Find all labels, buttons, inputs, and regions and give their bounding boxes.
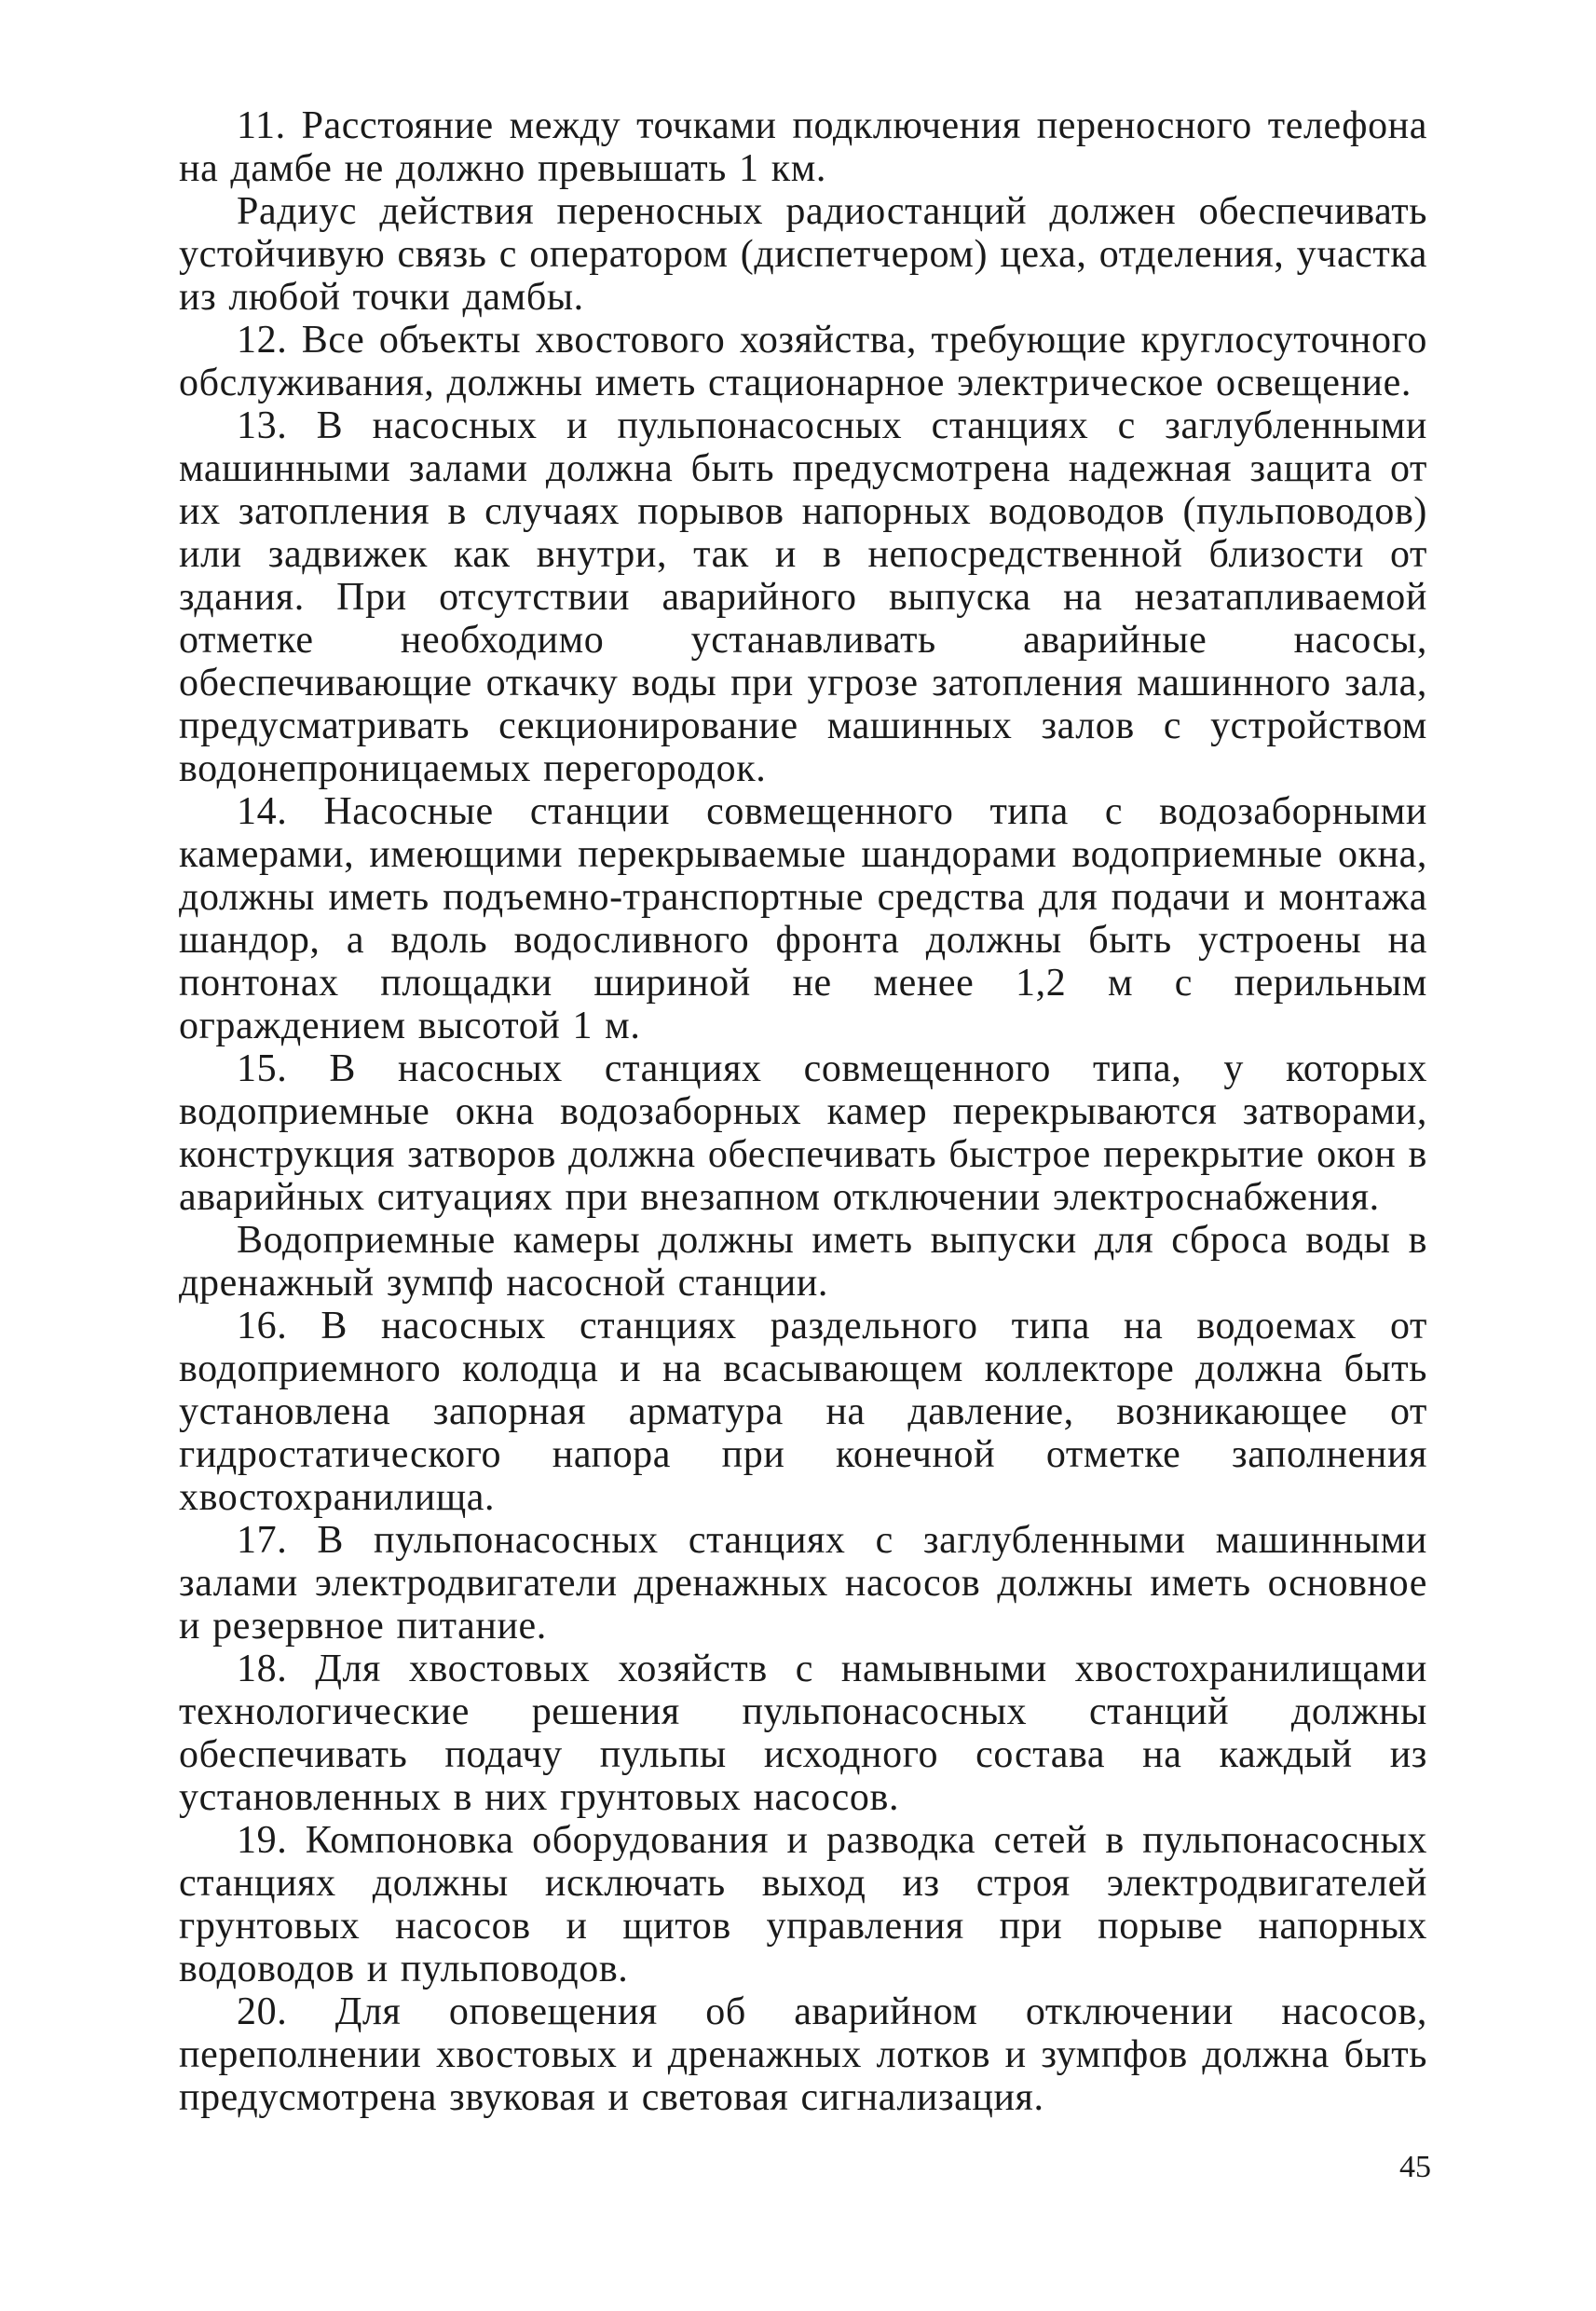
- page-body: [179, 104, 1427, 2119]
- paragraph-item-14: 14. Насосные станции совмещенного типа с водозаборными камерами, имеющими перекрываемые шандорами водоприемные окна, должны иметь подъемно-транспортные средства для подачи и монтажа шандор, а вдоль водосливного фронта должны быть устроены на понтонах площадки шириной не менее 1,2 м с перильным ограждением высотой 1 м.: [179, 790, 1427, 1047]
- page-number: 45: [1399, 2150, 1431, 2184]
- paragraph-item-18: 18. Для хвостовых хозяйств с намывными хвостохранилищами технологические решения пульпонасосных станций должны обеспечивать подачу пульпы исходного состава на каждый из установленных в них грунтовых насосов.: [179, 1648, 1427, 1819]
- paragraph-item-20: 20. Для оповещения об аварийном отключении насосов, переполнении хвостовых и дренажных лотков и зумпфов должна быть предусмотрена звуковая и световая сигнализация.: [179, 1990, 1427, 2119]
- paragraph-item-16: 16. В насосных станциях раздельного типа на водоемах от водоприемного колодца и на всасывающем коллекторе должна быть установлена запорная арматура на давление, возникающее от гидростатического напора при конечной отметке заполнения хвостохранилища.: [179, 1305, 1427, 1519]
- paragraph-item-12: 12. Все объекты хвостового хозяйства, требующие круглосуточного обслуживания, должны иметь стационарное электрическое освещение.: [179, 319, 1427, 404]
- paragraph-radio-range: Радиус действия переносных радиостанций должен обеспечивать устойчивую связь с оператором (диспетчером) цеха, отделения, участка из любой точки дамбы.: [179, 190, 1427, 319]
- paragraph-item-13: 13. В насосных и пульпонасосных станциях с заглубленными машинными залами должна быть предусмотрена надежная защита от их затопления в случаях порывов напорных водоводов (пульповодов) или задвижек как внутри, так и в непосредственной близости от здания. При отсутствии аварийного выпуска на незатапливаемой отметке необходимо устанавливать аварийные насосы, обеспечивающие откачку воды при угрозе затопления машинного зала, предусматривать секционирование машинных залов с устройством водонепроницаемых перегородок.: [179, 404, 1427, 790]
- paragraph-item-15: 15. В насосных станциях совмещенного типа, у которых водоприемные окна водозаборных камер перекрываются затворами, конструкция затворов должна обеспечивать быстрое перекрытие окон в аварийных ситуациях при внезапном отключении электроснабжения.: [179, 1047, 1427, 1219]
- paragraph-item-11: 11. Расстояние между точками подключения переносного телефона на дамбе не должно превышать 1 км.: [179, 104, 1427, 190]
- paragraph-item-19: 19. Компоновка оборудования и разводка сетей в пульпонасосных станциях должны исключать выход из строя электродвигателей грунтовых насосов и щитов управления при порыве напорных водоводов и пульповодов.: [179, 1819, 1427, 1990]
- paragraph-intake-chambers: Водоприемные камеры должны иметь выпуски для сброса воды в дренажный зумпф насосной станции.: [179, 1219, 1427, 1305]
- paragraph-item-17: 17. В пульпонасосных станциях с заглубленными машинными залами электродвигатели дренажных насосов должны иметь основное и резервное питание.: [179, 1519, 1427, 1648]
